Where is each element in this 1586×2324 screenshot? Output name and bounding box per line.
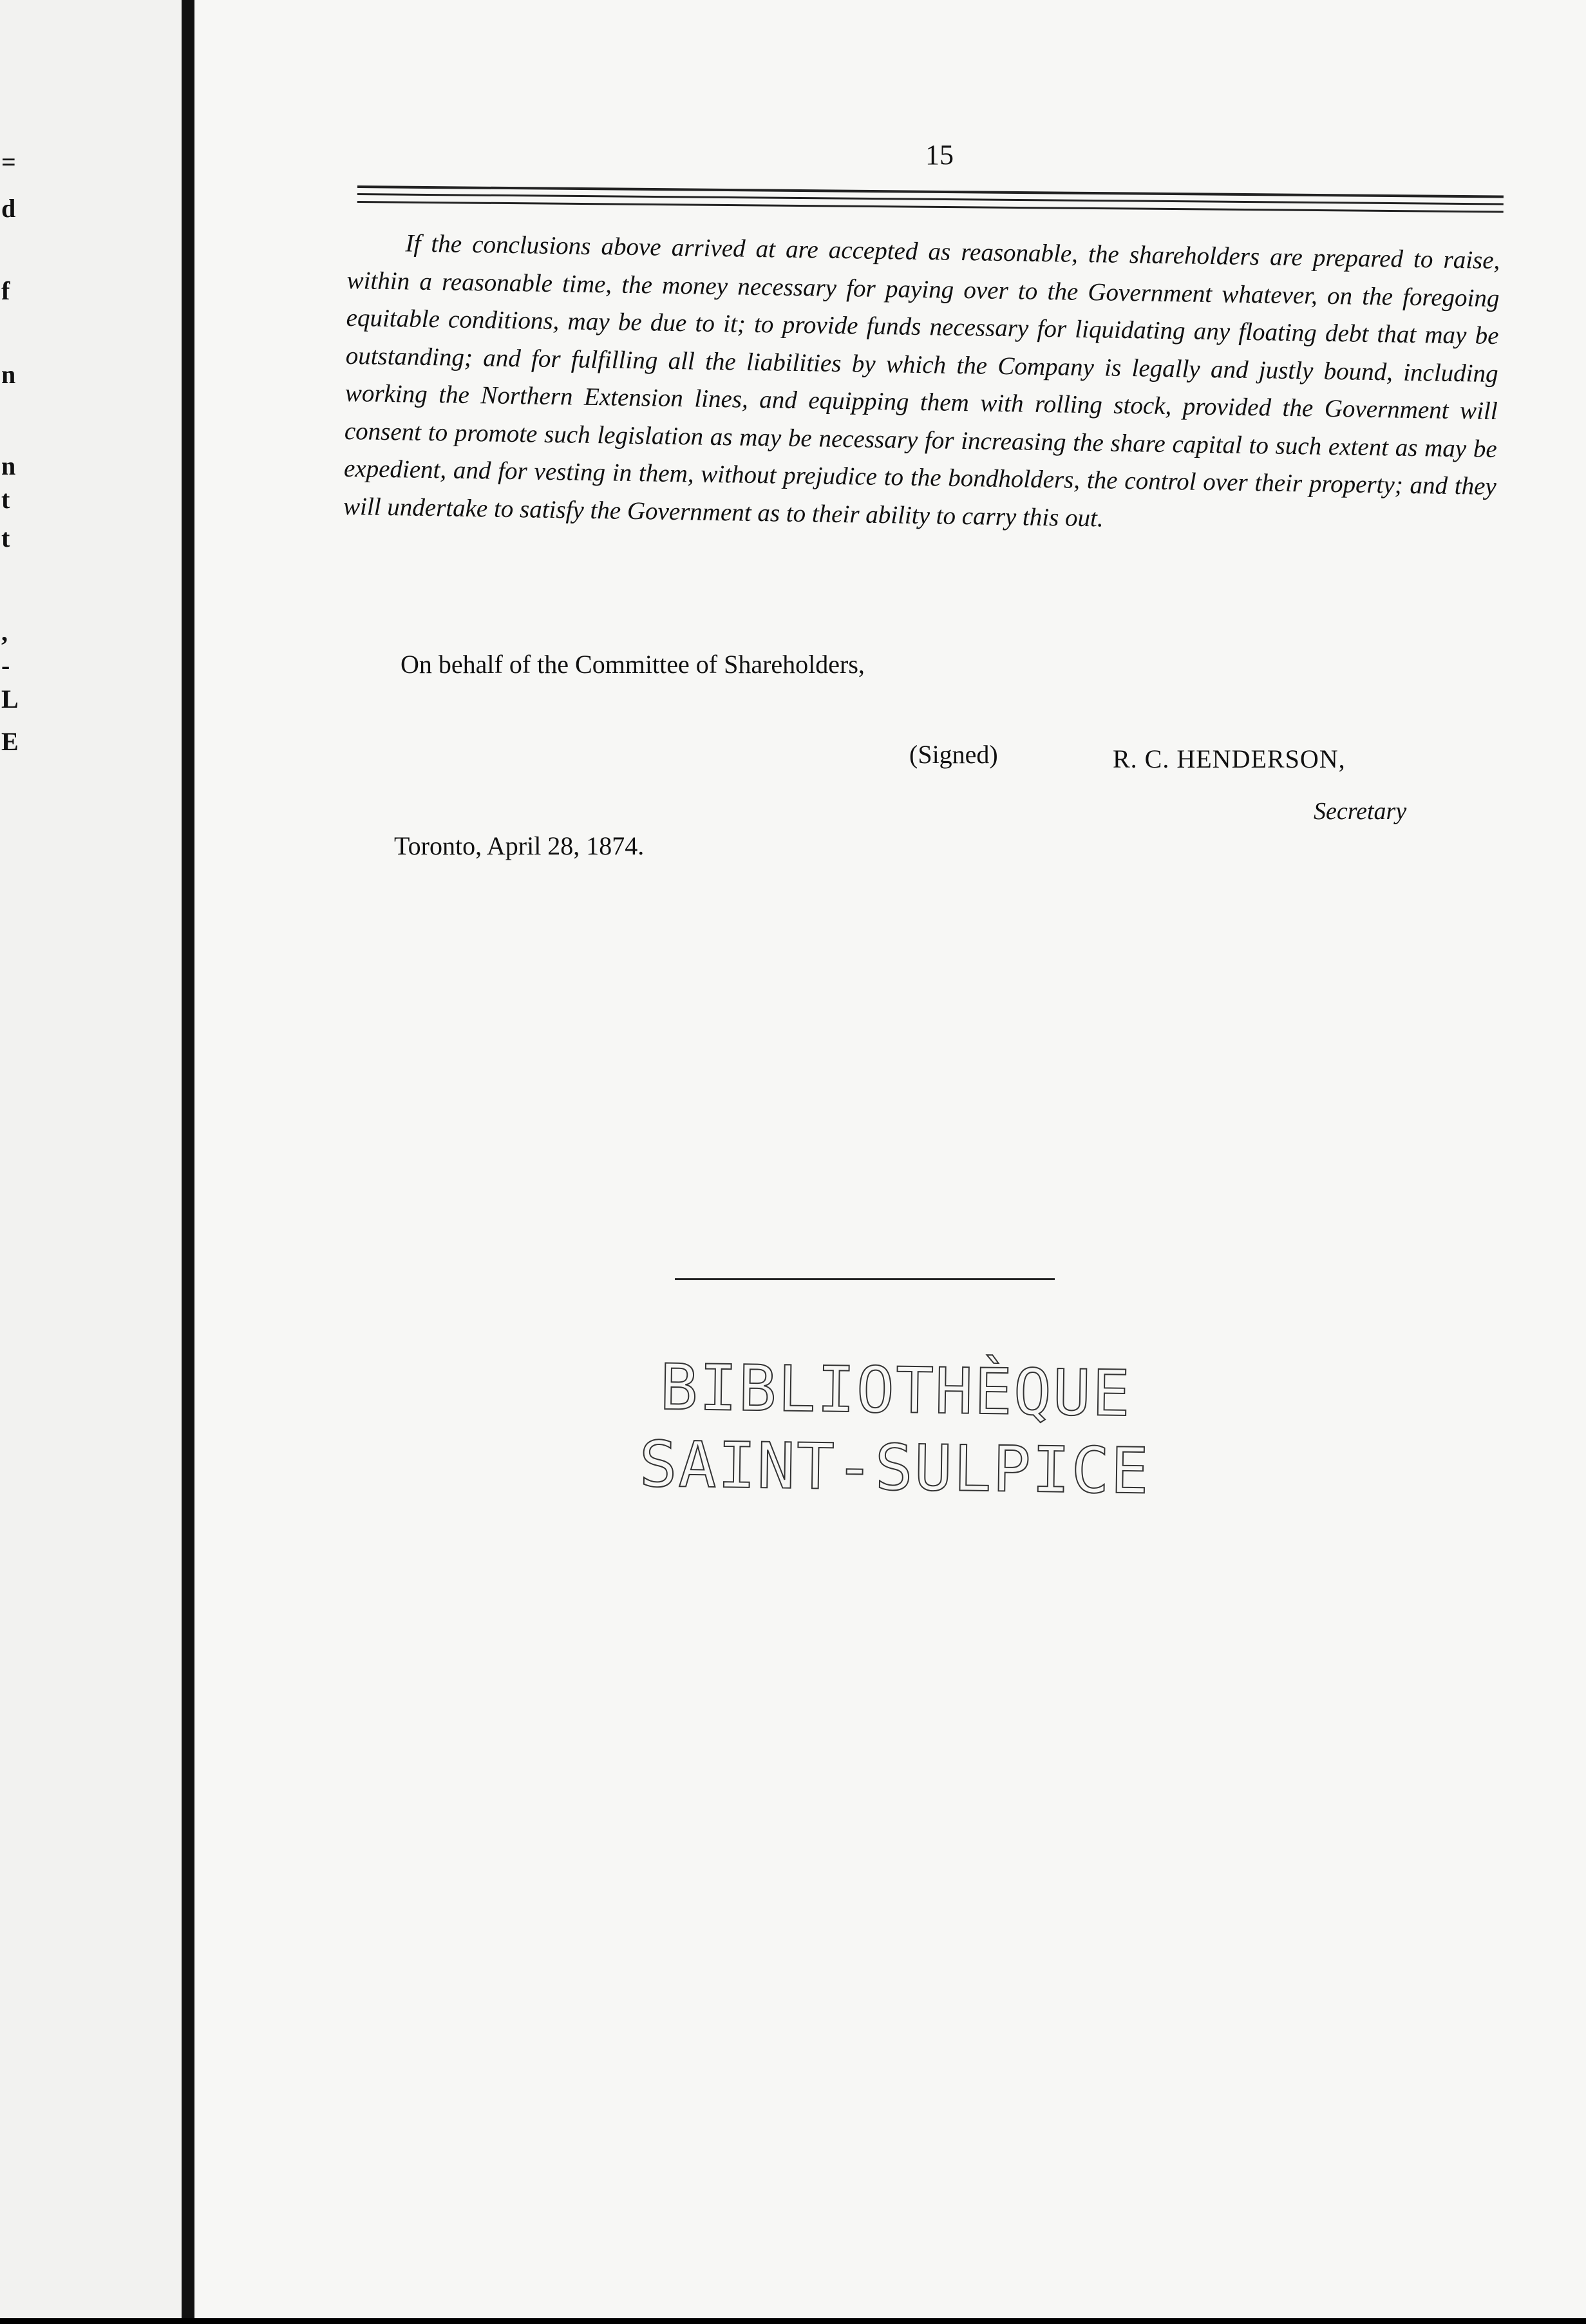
left-page-edge (0, 0, 182, 2318)
closing-rule (675, 1278, 1055, 1280)
left-page-fragment: L (1, 685, 19, 713)
behalf-line: On behalf of the Committee of Shareholders, (401, 650, 865, 679)
left-page-fragment: , (1, 618, 8, 647)
signer-title: Secretary (1314, 798, 1407, 825)
stamp-line: BIBLIOTHÈQUE (659, 1350, 1132, 1431)
signer-name: R. C. HENDERSON, (1113, 744, 1346, 773)
left-page-fragment: d (1, 194, 16, 223)
signed-label: (Signed) (909, 740, 998, 769)
left-page-fragment: t (1, 524, 10, 553)
stamp-line: SAINT-SULPICE (638, 1428, 1151, 1509)
body-paragraph: If the conclusions above arrived at are accepted as reasonable, the shareholders are prepared to raise, within a reasonable time, the money necessary for paying over to the Government whatever, on the foregoing equitable conditions, may be due to it; to provide funds necessary for liquidating any floating debt that may be outstanding; and for fulfilling all the liabilities by which the Company is legally and justly bound, including working the Northern Extension lines, and equipping them with rolling stock, provided the Government will consent to promote such legislation as may be necessary for increasing the share capital to such extent as may be expedient, and for vesting in them, without prejudice to the bondholders, the control over their property; and they will undertake to satisfy the Government as to their ability to carry this out. (343, 229, 1500, 532)
left-page-fragment: = (1, 147, 16, 176)
left-page-fragment: t (1, 485, 10, 514)
page-number: 15 (925, 139, 954, 171)
left-page-fragment: f (1, 276, 10, 305)
library-perforation-stamp (636, 1348, 1153, 1510)
left-page-fragment: n (1, 360, 16, 389)
date-line: Toronto, April 28, 1874. (394, 831, 645, 860)
left-page-fragment: E (1, 727, 19, 756)
left-page-fragment: n (1, 451, 16, 480)
left-page-fragment: - (1, 651, 10, 680)
page-gutter (182, 0, 194, 2318)
